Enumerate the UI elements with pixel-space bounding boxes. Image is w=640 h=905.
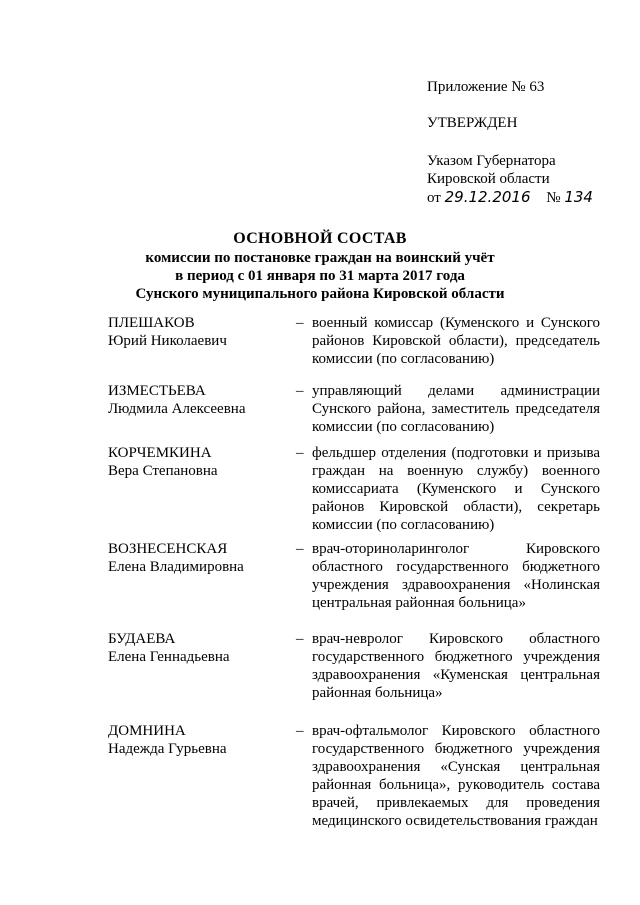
member-item [108, 722, 600, 842]
member-item [108, 444, 600, 540]
member-surname: ИЗМЕСТЬЕВА [108, 383, 206, 399]
number-prefix: № [546, 190, 561, 206]
member-name [108, 630, 288, 666]
member-surname: ВОЗНЕСЕНСКАЯ [108, 541, 228, 557]
document-title [0, 230, 640, 303]
title-line-3: Сунского муниципального района Кировской области [135, 286, 505, 302]
member-given-name: Юрий Николаевич [108, 333, 227, 349]
member-given-name: Елена Геннадьевна [108, 649, 230, 665]
decree-date-line [427, 188, 627, 207]
handwritten-number: 134 [564, 188, 593, 206]
member-description: врач-невролог Кировского областного государственного бюджетного учреждения здравоохранения «Куменская центральная районная больница» [312, 631, 600, 701]
member-given-name: Вера Степановна [108, 463, 218, 479]
member-dash: – [296, 445, 304, 461]
member-given-name: Надежда Гурьевна [108, 741, 227, 757]
member-description: врач-оториноларинголог Кировского областного государственного бюджетного учреждения здравоохранения «Нолинская центральная районная больница» [312, 541, 600, 611]
member-dash: – [296, 541, 304, 557]
member-dash: – [296, 383, 304, 399]
member-surname: ПЛЕШАКОВ [108, 315, 195, 331]
member-dash: – [296, 723, 304, 739]
handwritten-date: 29.12.2016 [444, 188, 531, 206]
member-name [108, 540, 288, 576]
member-description: фельдшер отделения (подготовки и призыва граждан на военную службу) военного комиссариата (Куменского и Сунского районов Кировской области), секретарь комиссии (по согласованию) [312, 445, 600, 533]
approval-header [427, 78, 627, 207]
member-dash: – [296, 315, 304, 331]
member-surname: КОРЧЕМКИНА [108, 445, 212, 461]
member-name [108, 444, 288, 480]
member-list [108, 314, 600, 842]
member-item [108, 540, 600, 630]
decree-line-2: Кировской области [427, 171, 550, 187]
member-description: врач-офтальмолог Кировского областного государственного бюджетного учреждения здравоохранения «Сунская центральная районная больница», руководитель состава врачей, привлекаемых для проведения медицинского освидетельствования граждан [312, 723, 600, 829]
member-name [108, 382, 288, 418]
member-name [108, 722, 288, 758]
member-item [108, 314, 600, 382]
member-surname: БУДАЕВА [108, 631, 176, 647]
member-surname: ДОМНИНА [108, 723, 186, 739]
member-item [108, 382, 600, 444]
title-main: ОСНОВНОЙ СОСТАВ [233, 230, 407, 247]
member-item [108, 630, 600, 722]
title-line-1: комиссии по постановке граждан на воинский учёт [145, 250, 495, 266]
member-description: управляющий делами администрации Сунского района, заместитель председателя комиссии (по согласованию) [312, 383, 600, 435]
member-name [108, 314, 288, 350]
decree-line-1: Указом Губернатора [427, 153, 556, 169]
title-line-2: в период с 01 января по 31 марта 2017 года [175, 268, 465, 284]
member-dash: – [296, 631, 304, 647]
member-given-name: Людмила Алексеевна [108, 401, 246, 417]
appendix-number: Приложение № 63 [427, 79, 545, 95]
member-description: военный комиссар (Куменского и Сунского районов Кировской области), председатель комиссии (по согласованию) [312, 315, 600, 367]
approved-label: УТВЕРЖДЕН [427, 115, 518, 131]
from-prefix: от [427, 190, 441, 206]
member-given-name: Елена Владимировна [108, 559, 244, 575]
